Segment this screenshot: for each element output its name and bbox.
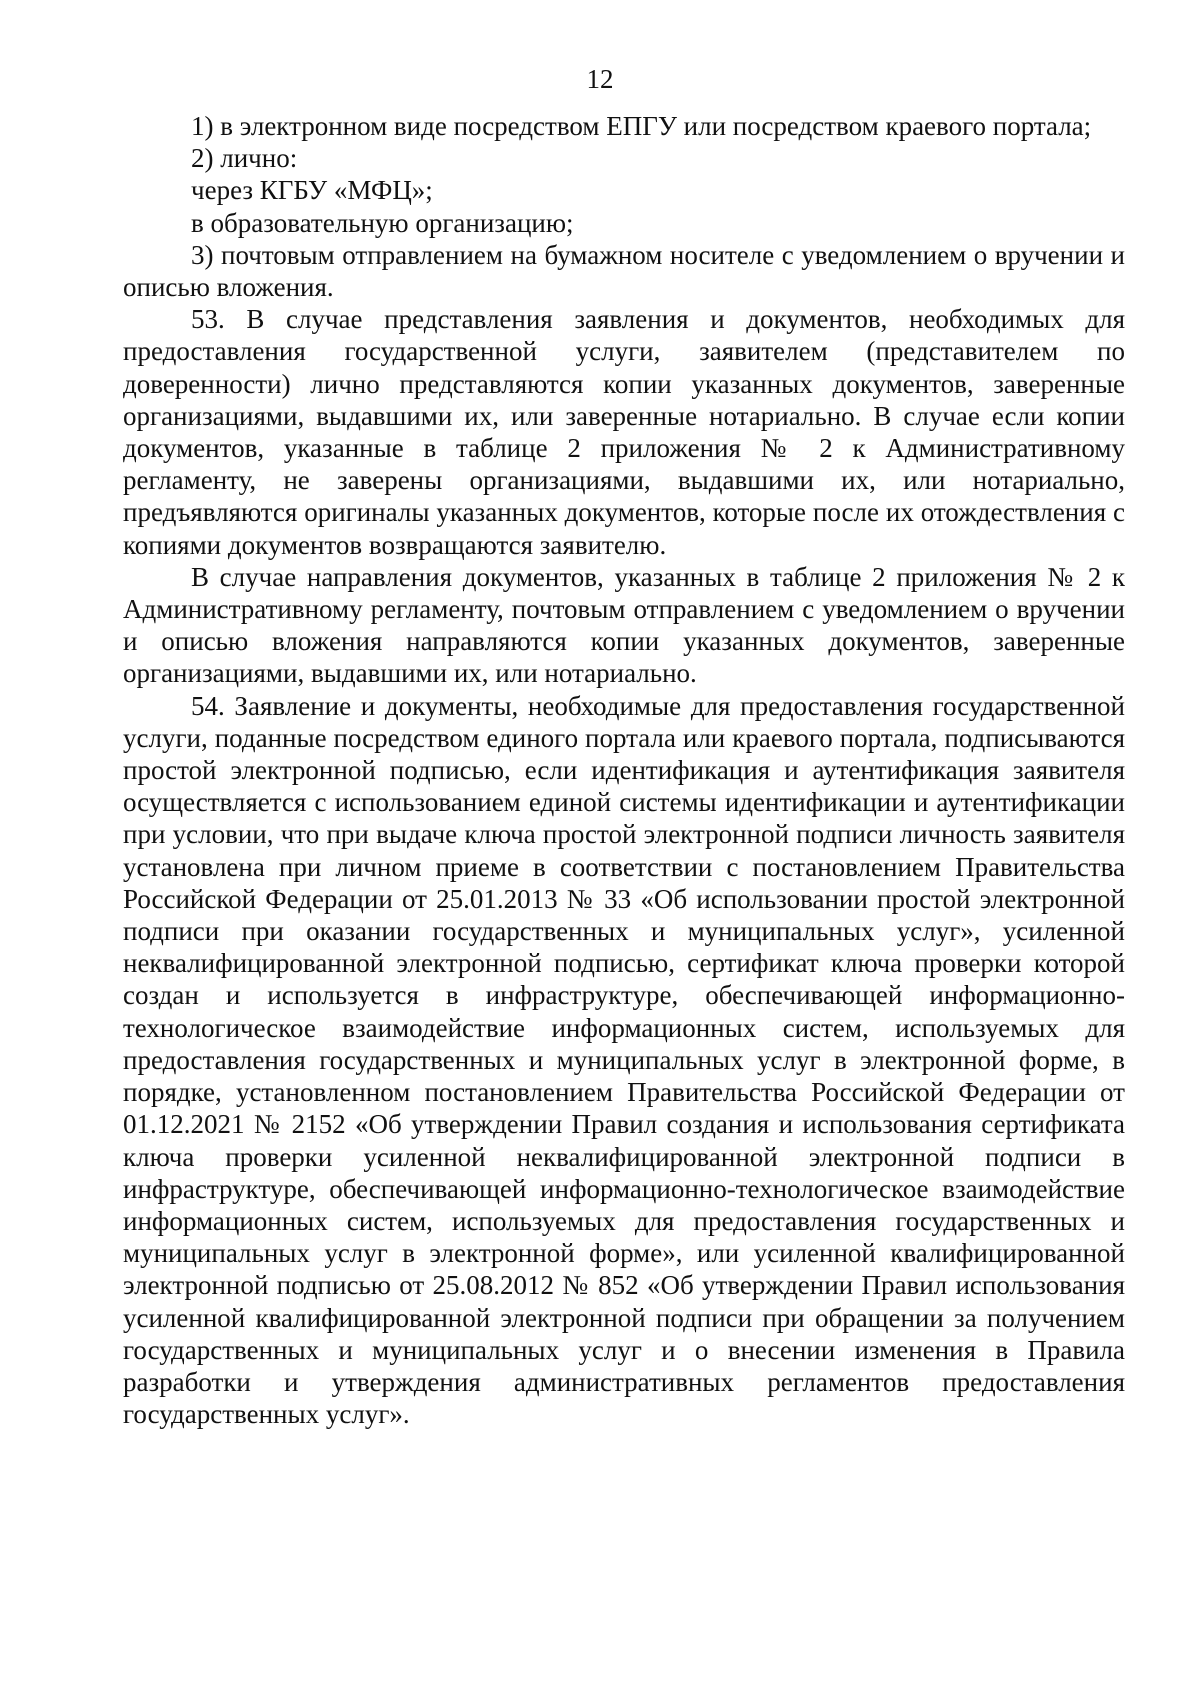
paragraph-method-in-person: 2) лично: <box>191 143 298 174</box>
paragraph-clause-54: 54. Заявление и документы, необходимые для предоставления государственной услуги, поданные посредством единого портала или краевого портала, подписываются простой электронной подписью, если идентификация и аутентификация заявителя осуществляется с использованием единой системы идентификации и аутентификации при условии, что при выдаче ключа простой электронной подписи личность заявителя установлена при личном приеме в соответствии с постановлением Правительства Российской Федерации от 25.01.2013 № 33 «Об использовании простой электронной подписи при оказании государственных и муниципальных услуг», усиленной неквалифицированной электронной подписью, сертификат ключа проверки которой создан и используется в инфраструктуре, обеспечивающей информационно-технологическое взаимодействие информационных систем, используемых для предоставления государственных и муниципальных услуг в электронной форме, в порядке, установленном постановлением Правительства Российской Федерации от 01.12.2021 № 2152 «Об утверждении Правил создания и использования сертификата ключа проверки усиленной неквалифицированной электронной подписи в инфраструктуре, обеспечивающей информационно-технологическое взаимодействие информационных систем, используемых для предоставления государственных и муниципальных услуг в электронной форме», или усиленной квалифицированной электронной подписью от 25.08.2012 № 852 «Об утверждении Правил использования усиленной квалифицированной электронной подписи при обращении за получением государственных и муниципальных услуг и о внесении изменения в Правила разработки и утверждения административных регламентов предоставления государственных услуг». <box>123 690 1125 1430</box>
page-number: 12 <box>586 64 614 94</box>
paragraph-mail-copies: В случае направления документов, указанных в таблице 2 приложения № 2 к Административному регламенту, почтовым отправлением с уведомлением о вручении и описью вложения направляются копии указанных документов, заверенные организациями, выдавшими их, или нотариально. <box>123 561 1125 689</box>
document-body <box>123 110 1125 1430</box>
paragraph-via-school: в образовательную организацию; <box>191 207 574 238</box>
paragraph-method-electronic: 1) в электронном виде посредством ЕПГУ или посредством краевого портала; <box>191 111 1092 141</box>
paragraph-clause-53: 53. В случае представления заявления и документов, необходимых для предоставления государственной услуги, заявителем (представителем по доверенности) лично представляются копии указанных документов, заверенные организациями, выдавшими их, или заверенные нотариально. В случае если копии документов, указанные в таблице 2 приложения № 2 к Административному регламенту, не заверены организациями, выдавшими их, или нотариально, предъявляются оригиналы указанных документов, которые после их отождествления с копиями документов возвращаются заявителю. <box>123 304 1125 560</box>
paragraph-via-mfc: через КГБУ «МФЦ»; <box>191 175 433 206</box>
paragraph-method-mail: 3) почтовым отправлением на бумажном носителе с уведомлением о вручении и описью вложения. <box>123 239 1125 303</box>
